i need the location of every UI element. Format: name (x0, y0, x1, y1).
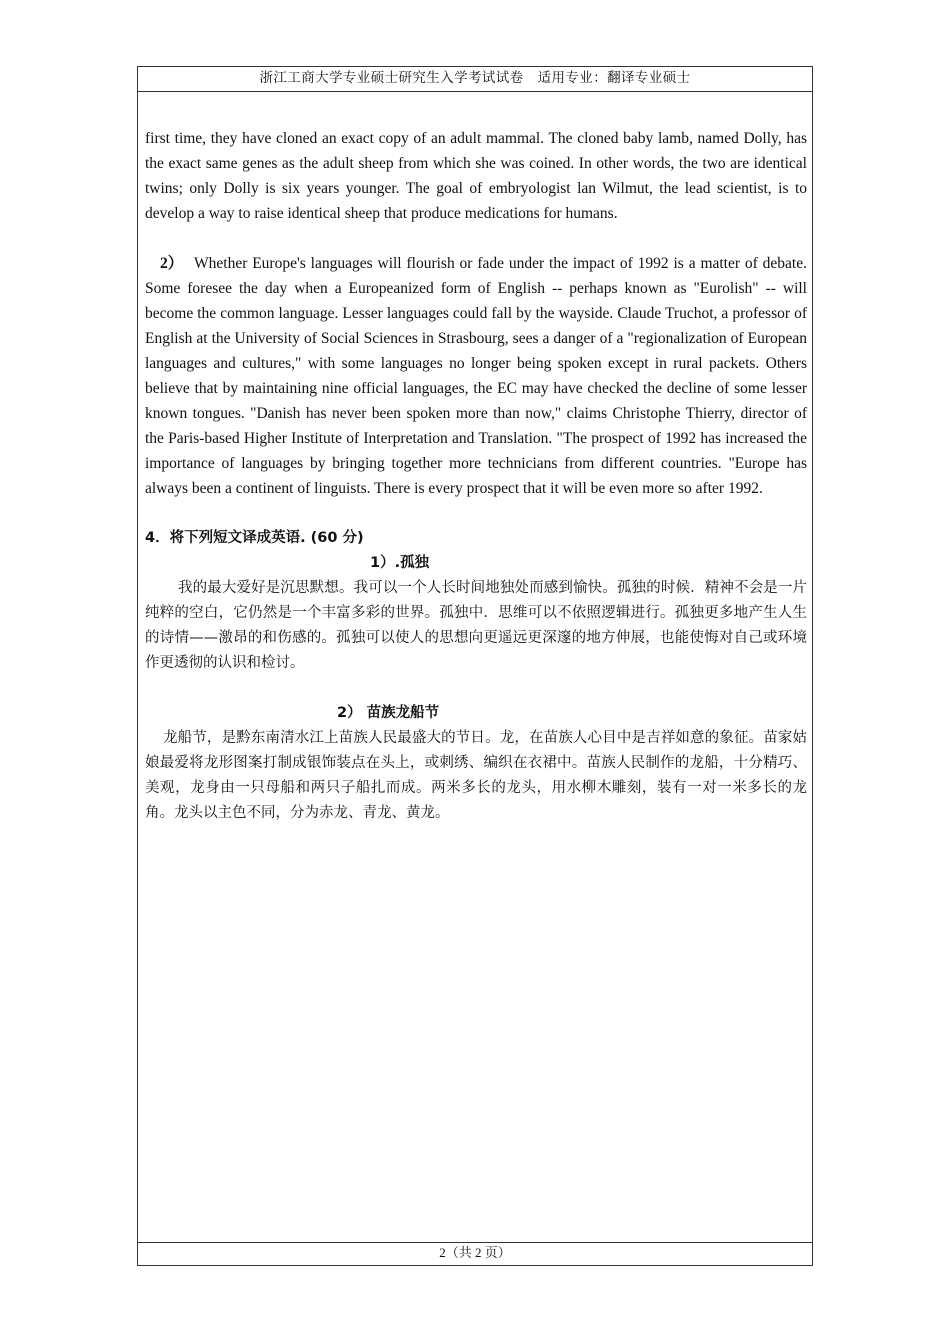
passage-1-continued: first time, they have cloned an exact copy of an adult mammal. The cloned baby lamb, named Dolly, has the exact same genes as the adult sheep from which she was coined. In other words, the two are identical twins; only Dolly is six years younger. The goal of embryologist lan Wilmut, the lead scientist, is to develop a way to raise identical sheep that produce medications for humans. (145, 130, 807, 222)
section-4-heading: 4．将下列短文译成英语. (60 分) (145, 530, 364, 546)
passage-2 (145, 251, 807, 501)
passage-2-text: Whether Europe's languages will flourish or fade under the impact of 1992 is a matter of debate. Some foresee the day when a Europeanized form of English -- perhaps known as "Eurolish" -- will become the common language. Lesser languages could fall by the wayside. Claude Truchot, a professor of English at the University of Social Sciences in Strasbourg, sees a danger of a "regionalization of European languages and cultures," with some languages no longer being spoken except in rural packets. Others believe that by maintaining nine official languages, the EC may have checked the decline of some lesser known tongues. "Danish has never been spoken more than now," claims Christophe Thierry, director of the Paris-based Higher Institute of Interpretation and Translation. "The prospect of 1992 has increased the importance of languages by bringing together more technicians from different countries. "Europe has always been a continent of linguists. There is every prospect that it will be even more so after 1992. (145, 255, 807, 497)
page-header (138, 67, 812, 92)
header-major: 适用专业：翻译专业硕士 (537, 70, 691, 86)
passage-2-number: 2） (160, 255, 184, 272)
page-number: 2（共 2 页） (439, 1245, 511, 1260)
page-content (145, 126, 807, 826)
translation-item-2-text: 龙船节，是黔东南清水江上苗族人民最盛大的节日。龙，在苗族人心目中是吉祥如意的象征。苗家姑娘最爱将龙形图案打制成银饰装点在头上，或刺绣、编织在衣裙中。苗族人民制作的龙船，十分精巧、美观，龙身由一只母船和两只子船扎而成。两米多长的龙头，用水柳木雕刻，装有一对一米多长的龙角。龙头以主色不同，分为赤龙、青龙、黄龙。 (145, 730, 807, 821)
page-footer (138, 1242, 812, 1265)
header-exam-title: 浙江工商大学专业硕士研究生入学考试试卷 (259, 70, 524, 86)
translation-item-2-title: 2） 苗族龙船节 (337, 705, 440, 721)
translation-item-1-text: 我的最大爱好是沉思默想。我可以一个人长时间地独处而感到愉快。孤独的时候．精神不会是一片纯粹的空白，它仍然是一个丰富多彩的世界。孤独中．思维可以不依照逻辑进行。孤独更多地产生人生的诗情——激昂的和伤感的。孤独可以使人的思想向更遥远更深邃的地方伸展，也能使悔对自己或环境作更透彻的认识和检讨。 (145, 580, 807, 671)
translation-item-1-title: 1）.孤独 (370, 555, 430, 571)
exam-page-frame (137, 66, 813, 1266)
